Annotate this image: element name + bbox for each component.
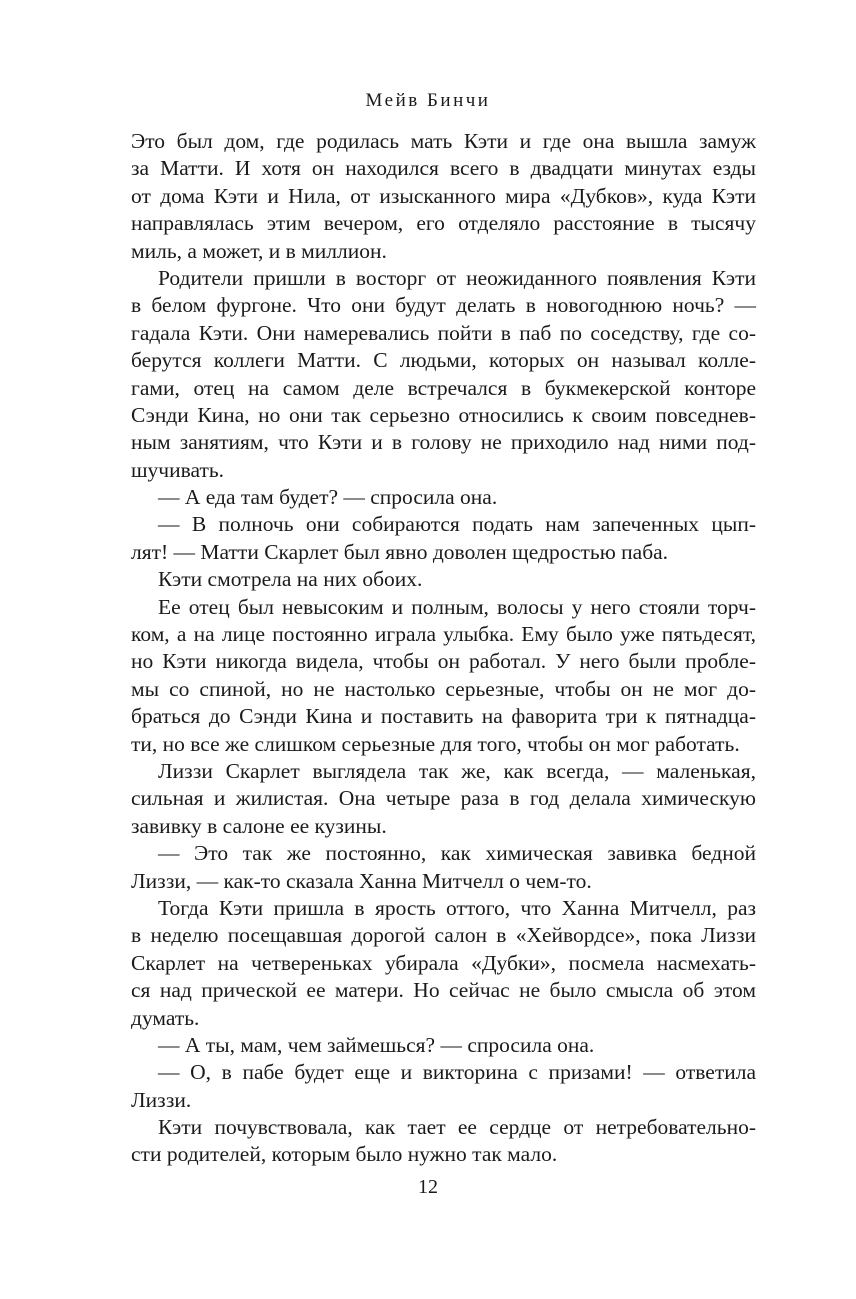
text-line: — О, в пабе будет еще и викторина с призами! — ответила <box>158 1060 756 1085</box>
text-line: Лиззи, — как-то сказала Ханна Митчелл о чем-то. <box>131 868 592 893</box>
text-line: в неделю посещавшая дорогой салон в «Хейвордсе», пока Лиззи <box>131 923 756 948</box>
text-line: ся над прической ее матери. Но сейчас не было смысла об этом <box>131 978 756 1003</box>
text-line: завивку в салоне ее кузины. <box>131 813 387 838</box>
text-line: браться до Сэнди Кина и поставить на фаворита три к пятнадца- <box>131 704 756 729</box>
text-line: сильная и жилистая. Она четыре раза в год делала химическую <box>131 786 756 811</box>
body-text <box>131 128 756 1169</box>
text-line: мы со спиной, но не настолько серьезные, чтобы он не мог до- <box>131 676 756 701</box>
text-line: Кэти смотрела на них обоих. <box>158 567 423 592</box>
text-line: ти, но все же слишком серьезные для того, чтобы он мог работать. <box>131 731 740 756</box>
text-line: в белом фургоне. Что они будут делать в новогоднюю ночь? — <box>131 293 756 318</box>
text-line: — Это так же постоянно, как химическая завивка бедной <box>158 841 756 866</box>
text-line: миль, а может, и в миллион. <box>131 238 387 263</box>
text-line: Родители пришли в восторг от неожиданного появления Кэти <box>158 265 756 290</box>
text-line: гадала Кэти. Они намеревались пойти в паб по соседству, где со- <box>131 320 756 345</box>
text-line: ным занятиям, что Кэти и в голову не приходило над ними под- <box>131 430 756 455</box>
text-line: направлялась этим вечером, его отделяло расстояние в тысячу <box>131 211 756 236</box>
text-line: — А ты, мам, чем займешься? — спросила она. <box>158 1032 595 1057</box>
running-head: Мейв Бинчи <box>365 90 491 111</box>
text-line: — А еда там будет? — спросила она. <box>158 485 498 510</box>
text-line: от дома Кэти и Нила, от изысканного мира «Дубков», куда Кэти <box>131 183 756 208</box>
text-line: Ее отец был невысоким и полным, волосы у него стояли торч- <box>158 594 756 619</box>
text-line: за Матти. И хотя он находился всего в двадцати минутах езды <box>131 156 756 181</box>
text-line: Сэнди Кина, но они так серьезно относились к своим повседнев- <box>131 402 756 427</box>
text-line: шучивать. <box>131 457 225 482</box>
text-line: Скарлет на четвереньках убирала «Дубки», посмела насмехать- <box>131 950 756 975</box>
text-line: — В полночь они собираются подать нам запеченных цып- <box>158 512 756 537</box>
text-line: Лиззи Скарлет выглядела так же, как всегда, — маленькая, <box>158 758 756 783</box>
text-line: гами, отец на самом деле встречался в букмекерской конторе <box>131 375 756 400</box>
text-line: ком, а на лице постоянно играла улыбка. Ему было уже пятьдесят, <box>131 622 756 647</box>
text-line: но Кэти никогда видела, чтобы он работал. У него были пробле- <box>131 649 756 674</box>
text-line: лят! — Матти Скарлет был явно доволен щедростью паба. <box>131 539 669 564</box>
text-line: думать. <box>131 1005 200 1030</box>
text-line: Тогда Кэти пришла в ярость оттого, что Ханна Митчелл, раз <box>158 895 756 920</box>
text-line: сти родителей, которым было нужно так мало. <box>131 1142 558 1167</box>
text-line: Это был дом, где родилась мать Кэти и где она вышла замуж <box>131 129 756 153</box>
text-line: берутся коллеги Матти. С людьми, которых он называл колле- <box>131 348 756 373</box>
text-line: Лиззи. <box>131 1087 192 1112</box>
text-line: Кэти почувствовала, как тает ее сердце от нетребовательно- <box>158 1115 756 1140</box>
page-number: 12 <box>418 1176 438 1198</box>
